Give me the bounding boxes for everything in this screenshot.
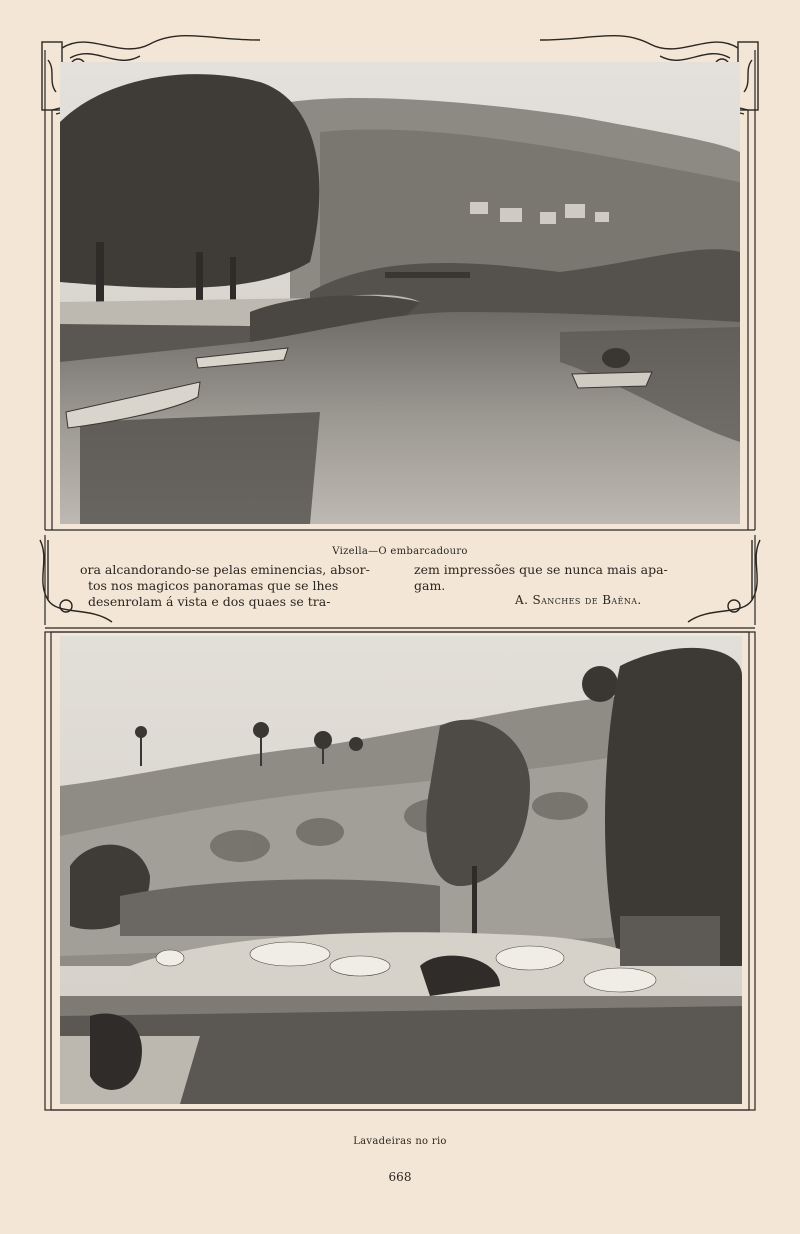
article-text-right	[414, 562, 706, 594]
caption-bottom-photo: Lavadeiras no rio	[353, 1136, 447, 1147]
text-line: zem impressões que se nunca mais apa-	[414, 562, 668, 577]
text-line: tos nos magicos panoramas que se lhes	[88, 578, 339, 593]
photo-lavadeiras	[60, 636, 742, 1104]
text-line: desenrolam á vista e dos quaes se tra-	[88, 594, 331, 609]
author-name: A. Sanches de Baêna.	[515, 593, 642, 607]
page-number: 668	[388, 1170, 412, 1184]
photo-embarcadouro	[60, 62, 740, 524]
caption-top-photo: Vizella—O embarcadouro	[332, 546, 468, 557]
text-line: ora alcandorando-se pelas eminencias, absor-	[80, 562, 370, 577]
text-line: gam.	[414, 578, 446, 593]
article-text-left	[80, 562, 386, 610]
author-signature	[515, 593, 642, 607]
